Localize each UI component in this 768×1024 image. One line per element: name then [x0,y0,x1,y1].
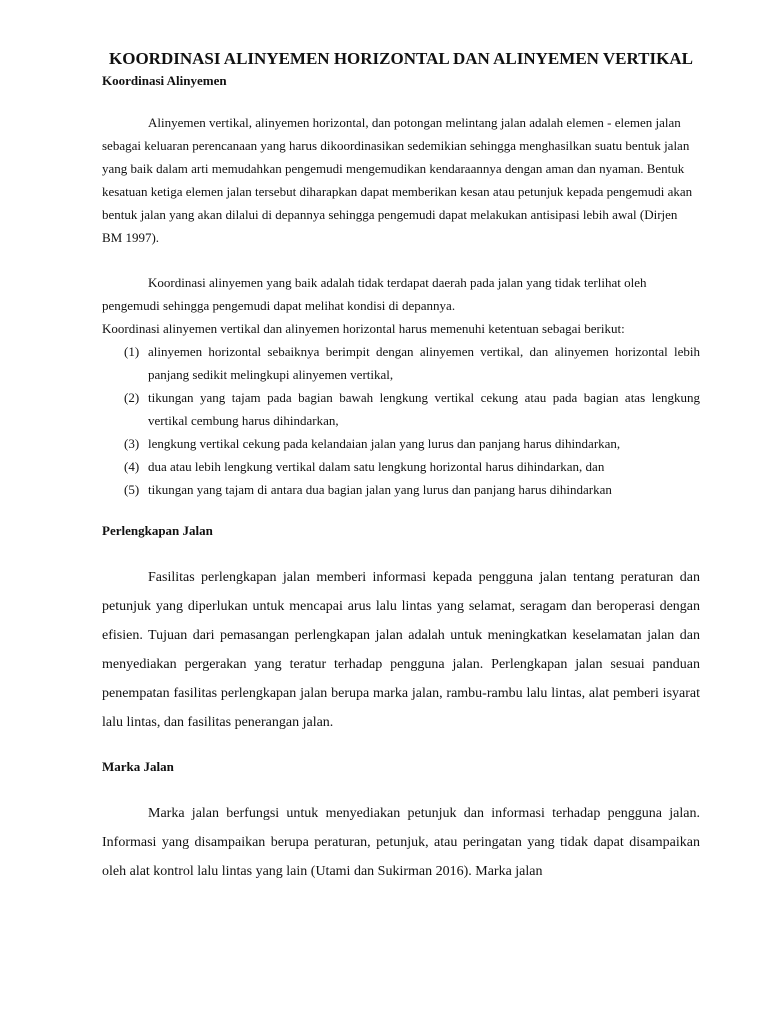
paragraph-marka-jalan: Marka jalan berfungsi untuk menyediakan petunjuk dan informasi terhadap pengguna jalan. Informasi yang disampaikan berupa peraturan, petunjuk, atau peringatan yang tidak dapat disampaikan oleh alat kontrol lalu lintas yang lain (Utami dan Sukirman 2016). Marka jalan [102,806,700,879]
spacer [102,539,700,563]
spacer [102,737,700,759]
paragraph-koordinasi-2: Koordinasi alinyemen yang baik adalah tidak terdapat daerah pada jalan yang tidak terlihat oleh pengemudi sehingga pengemudi dapat melihat kondisi di depannya. [102,275,647,313]
list-item-text: tikungan yang tajam di antara dua bagian jalan yang lurus dan panjang harus dihindarkan [148,482,612,497]
section-heading-perlengkapan-jalan: Perlengkapan Jalan [102,523,213,538]
list-item-text: alinyemen horizontal sebaiknya berimpit dengan alinyemen vertikal, dan alinyemen horizontal lebih panjang sedikit melingkupi alinyemen vertikal, [148,344,700,382]
spacer [102,501,700,523]
criteria-list [102,340,700,501]
list-item-text: lengkung vertikal cekung pada kelandaian jalan yang lurus dan panjang harus dihindarkan, [148,436,621,451]
list-intro: Koordinasi alinyemen vertikal dan alinyemen horizontal harus memenuhi ketentuan sebagai berikut: [102,321,625,336]
spacer [102,249,700,271]
list-item-number: (4) [124,459,140,474]
list-item-text: tikungan yang tajam pada bagian bawah lengkung vertikal cekung atau pada bagian atas lengkung vertikal cembung harus dihindarkan, [148,390,700,428]
section-heading-koordinasi-alinyemen: Koordinasi Alinyemen [102,73,227,88]
list-item-text: dua atau lebih lengkung vertikal dalam satu lengkung horizontal harus dihindarkan, dan [148,459,605,474]
list-item [102,432,700,455]
page-title: KOORDINASI ALINYEMEN HORIZONTAL DAN ALINYEMEN VERTIKAL [109,49,693,68]
paragraph-perlengkapan-jalan: Fasilitas perlengkapan jalan memberi informasi kepada pengguna jalan tentang peraturan dan petunjuk yang diperlukan untuk mencapai arus lalu lintas yang selamat, seragam dan beroperasi dengan efisien. Tujuan dari pemasangan perlengkapan jalan adalah untuk meningkatkan keselamatan jalan dan menyediakan pergerakan yang teratur terhadap pengguna jalan. Perlengkapan jalan sesuai panduan penempatan fasilitas perlengkapan jalan berupa marka jalan, rambu-rambu lalu lintas, alat pemberi isyarat lalu lintas, dan fasilitas penerangan jalan. [102,570,700,730]
list-item-number: (1) [124,344,140,359]
section-heading-marka-jalan: Marka Jalan [102,759,174,774]
list-item-number: (3) [124,436,140,451]
list-item-number: (5) [124,482,140,497]
list-item-number: (2) [124,390,140,405]
spacer [102,775,700,799]
paragraph-koordinasi-1: Alinyemen vertikal, alinyemen horizontal, dan potongan melintang jalan adalah elemen - elemen jalan sebagai keluaran perencanaan yang harus dikoordinasikan sedemikian sehingga menghasilkan suatu bentuk jalan yang baik dalam arti memudahkan pengemudi mengemudikan kendaraannya dengan aman dan nyaman. Bentuk kesatuan ketiga elemen jalan tersebut diharapkan dapat memberikan kesan atau petunjuk kepada pengemudi akan bentuk jalan yang akan dilalui di depannya sehingga pengemudi dapat melakukan antisipasi lebih awal (Dirjen BM 1997). [102,115,693,245]
list-item [102,455,700,478]
list-item [102,340,700,386]
spacer [102,89,700,111]
list-item [102,386,700,432]
list-item [102,478,700,501]
